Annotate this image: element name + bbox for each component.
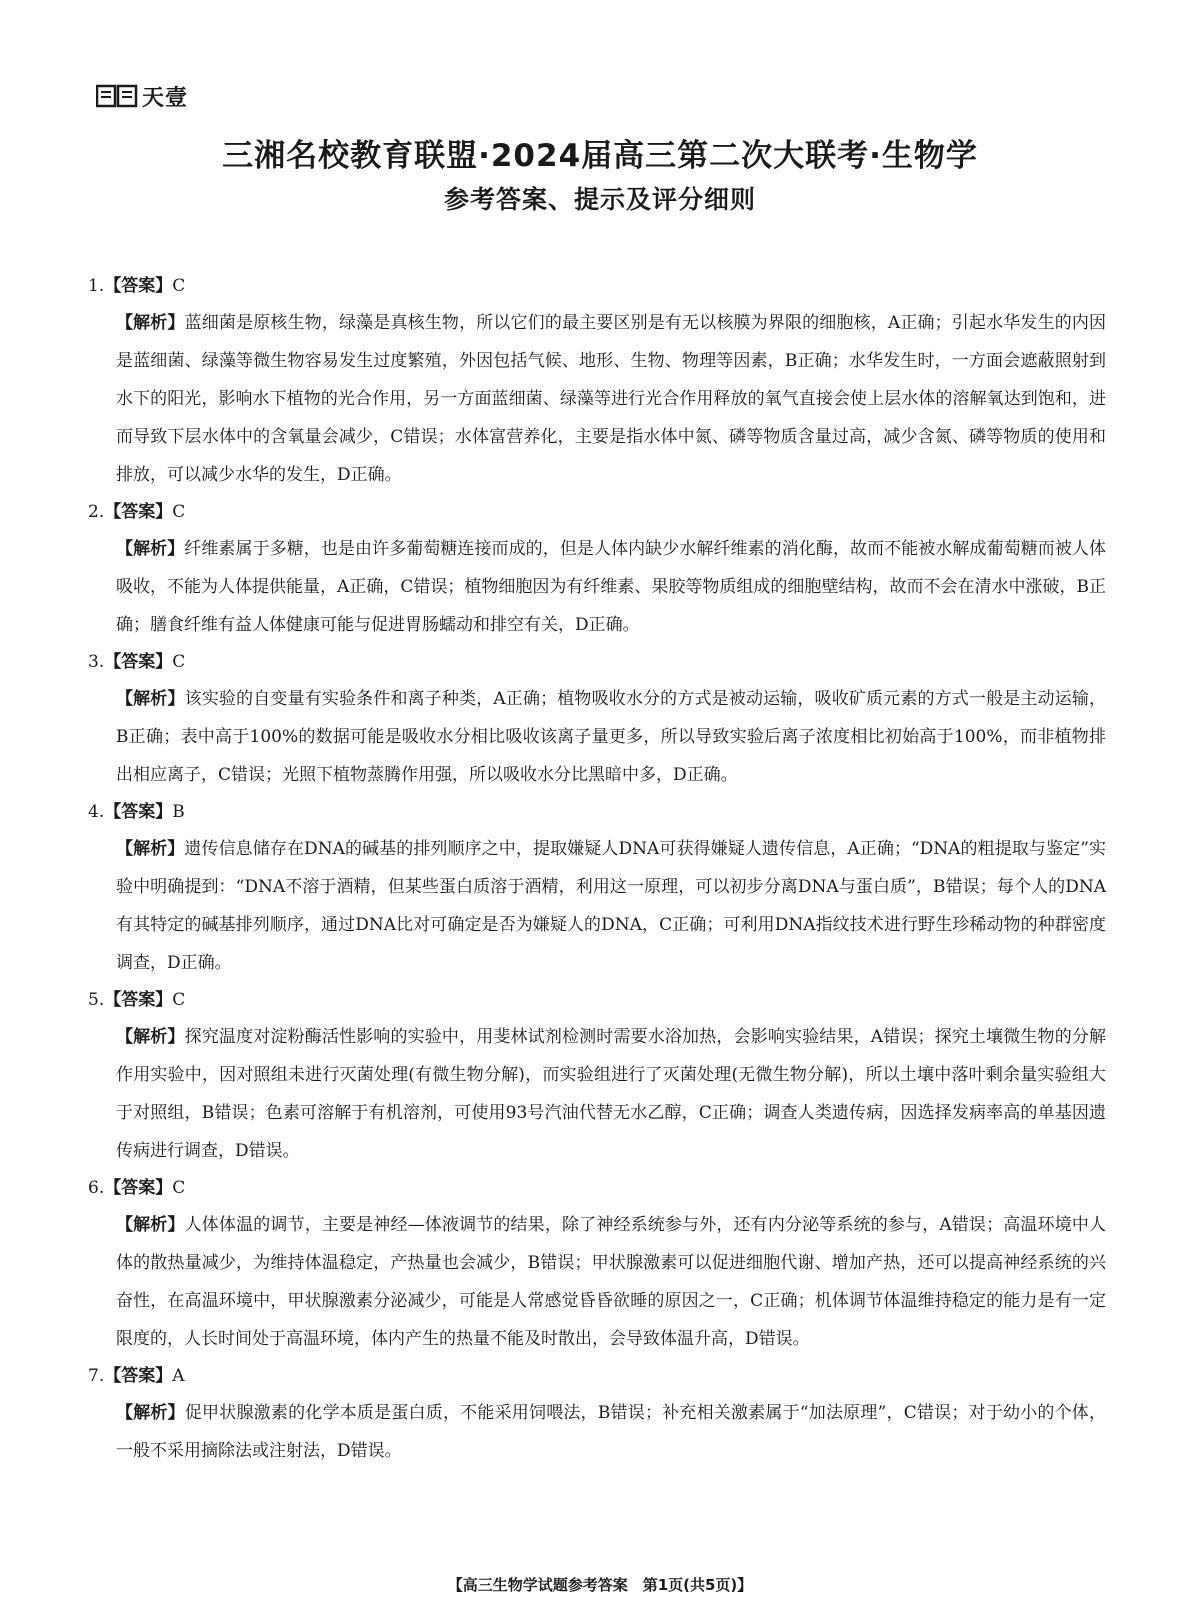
- explanation-paragraph: [88, 680, 1106, 794]
- explanation-label: 【解析】: [116, 839, 185, 859]
- explanation-text: 促甲状腺激素的化学本质是蛋白质，不能采用饲喂法，B错误；补充相关激素属于“加法原理”，C错误；对于幼小的个体，一般不采用摘除法或注射法，D错误。: [116, 1403, 1106, 1461]
- answer-value: A: [172, 1366, 185, 1386]
- explanation-paragraph: [88, 1018, 1106, 1170]
- explanation-label: 【解析】: [116, 1027, 185, 1047]
- explanation-label: 【解析】: [116, 313, 185, 333]
- answer-line: [88, 268, 1106, 304]
- question-number: 5.: [88, 990, 105, 1010]
- explanation-paragraph: [88, 304, 1106, 494]
- answer-line: [88, 982, 1106, 1018]
- logo: [96, 80, 188, 112]
- answer-value: C: [172, 1178, 186, 1198]
- explanation-text: 人体体温的调节，主要是神经—体液调节的结果，除了神经系统参与外，还有内分泌等系统的参与，A错误；高温环境中人体的散热量减少，为维持体温稳定，产热量也会减少，B错误；甲状腺激素可以促进细胞代谢、增加产热，还可以提高神经系统的兴奋性，在高温环境中，甲状腺激素分泌减少，可能是人常感觉昏昏欲睡的原因之一，C正确；机体调节体温维持稳定的能力是有一定限度的，人长时间处于高温环境，体内产生的热量不能及时散出，会导致体温升高，D错误。: [116, 1215, 1107, 1349]
- question-item: [88, 494, 1106, 644]
- page-footer: 【高三生物学试题参考答案 第1页(共5页)】: [447, 1576, 753, 1594]
- question-item: [88, 794, 1106, 982]
- explanation-label: 【解析】: [116, 1215, 185, 1235]
- answer-line: [88, 644, 1106, 680]
- question-item: [88, 644, 1106, 794]
- question-item: [88, 268, 1106, 494]
- question-number: 2.: [88, 502, 105, 522]
- page-title: 三湘名校教育联盟·2024届高三第二次大联考·生物学: [222, 138, 978, 174]
- answer-line: [88, 1170, 1106, 1206]
- question-number: 3.: [88, 652, 105, 672]
- answer-list: [88, 268, 1106, 1470]
- explanation-text: 该实验的自变量有实验条件和离子种类，A正确；植物吸收水分的方式是被动运输，吸收矿质元素的方式一般是主动运输，B正确；表中高于100%的数据可能是吸收水分相比吸收该离子量更多，所以导致实验后离子浓度相比初始高于100%，而非植物排出相应离子，C错误；光照下植物蒸腾作用强，所以吸收水分比黑暗中多，D正确。: [116, 689, 1107, 785]
- explanation-label: 【解析】: [116, 539, 185, 559]
- question-number: 6.: [88, 1178, 105, 1198]
- logo-text: 天壹: [142, 85, 189, 111]
- answer-value: B: [172, 802, 185, 822]
- explanation-paragraph: [88, 1394, 1106, 1470]
- answer-label: 【答案】: [104, 1366, 173, 1386]
- explanation-text: 遗传信息储存在DNA的碱基的排列顺序之中，提取嫌疑人DNA可获得嫌疑人遗传信息，A正确；“DNA的粗提取与鉴定”实验中明确提到：“DNA不溶于酒精，但某些蛋白质溶于酒精，利用这一原理，可以初步分离DNA与蛋白质”，B错误；每个人的DNA有其特定的碱基排列顺序，通过DNA比对可确定是否为嫌疑人的DNA，C正确；可利用DNA指纹技术进行野生珍稀动物的种群密度调查，D正确。: [116, 839, 1106, 973]
- question-number: 1.: [88, 276, 105, 296]
- answer-label: 【答案】: [104, 802, 173, 822]
- answer-line: [88, 1358, 1106, 1394]
- explanation-text: 纤维素属于多糖，也是由许多葡萄糖连接而成的，但是人体内缺少水解纤维素的消化酶，故而不能被水解成葡萄糖而被人体吸收，不能为人体提供能量，A正确，C错误；植物细胞因为有纤维素、果胶等物质组成的细胞壁结构，故而不会在清水中涨破，B正确；膳食纤维有益人体健康可能与促进胃肠蠕动和排空有关，D正确。: [116, 539, 1106, 635]
- question-item: [88, 982, 1106, 1170]
- explanation-paragraph: [88, 1206, 1106, 1358]
- question-number: 4.: [88, 802, 105, 822]
- question-item: [88, 1358, 1106, 1470]
- answer-value: C: [172, 990, 186, 1010]
- answer-value: C: [172, 502, 186, 522]
- question-number: 7.: [88, 1366, 105, 1386]
- explanation-paragraph: [88, 830, 1106, 982]
- answer-value: C: [172, 276, 186, 296]
- explanation-paragraph: [88, 530, 1106, 644]
- explanation-text: 探究温度对淀粉酶活性影响的实验中，用斐林试剂检测时需要水浴加热，会影响实验结果，A错误；探究土壤微生物的分解作用实验中，因对照组未进行灭菌处理(有微生物分解)，而实验组进行了灭菌处理(无微生物分解)，所以土壤中落叶剩余量实验组大于对照组，B错误；色素可溶解于有机溶剂，可使用93号汽油代替无水乙醇，C正确；调查人类遗传病，因选择发病率高的单基因遗传病进行调查，D错误。: [116, 1027, 1107, 1161]
- answer-label: 【答案】: [104, 502, 173, 522]
- answer-line: [88, 794, 1106, 830]
- answer-label: 【答案】: [104, 990, 173, 1010]
- answer-value: C: [172, 652, 186, 672]
- answer-line: [88, 494, 1106, 530]
- question-item: [88, 1170, 1106, 1358]
- page-subtitle: 参考答案、提示及评分细则: [443, 185, 756, 214]
- explanation-label: 【解析】: [116, 1403, 185, 1423]
- explanation-label: 【解析】: [116, 689, 185, 709]
- answer-label: 【答案】: [104, 652, 173, 672]
- book-logo-icon: [96, 83, 138, 109]
- explanation-text: 蓝细菌是原核生物，绿藻是真核生物，所以它们的最主要区别是有无以核膜为界限的细胞核，A正确；引起水华发生的内因是蓝细菌、绿藻等微生物容易发生过度繁殖，外因包括气候、地形、生物、物理等因素，B正确；水华发生时，一方面会遮蔽照射到水下的阳光，影响水下植物的光合作用，另一方面蓝细菌、绿藻等进行光合作用释放的氧气直接会使上层水体的溶解氧达到饱和，进而导致下层水体中的含氧量会减少，C错误；水体富营养化，主要是指水体中氮、磷等物质含量过高，减少含氮、磷等物质的使用和排放，可以减少水华的发生，D正确。: [116, 313, 1107, 485]
- answer-label: 【答案】: [104, 276, 173, 296]
- answer-label: 【答案】: [104, 1178, 173, 1198]
